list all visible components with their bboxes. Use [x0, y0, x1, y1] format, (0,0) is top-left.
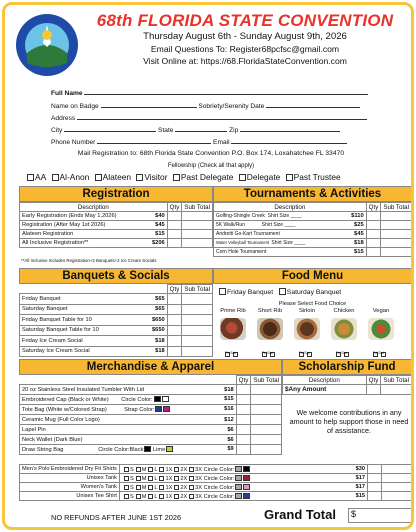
registration-heading: Registration — [19, 186, 213, 202]
col-qty: Qty — [366, 203, 381, 212]
subtotal-cell[interactable] — [182, 304, 213, 315]
gray-swatch[interactable] — [235, 475, 242, 481]
friday-checkbox[interactable] — [219, 288, 226, 295]
subtotal-cell[interactable] — [182, 239, 213, 248]
table-row: Friday Banquet $65 — [20, 294, 213, 305]
size-1x[interactable] — [159, 494, 164, 499]
banquet-choice: Friday Banquet Saturday Banquet — [219, 288, 341, 296]
table-row: Saturday Banquet $65 — [20, 304, 213, 315]
food-chicken-label: Chicken — [333, 308, 355, 314]
short-rib-fri-sat: Fri Sat — [262, 351, 273, 355]
full-name-label: Full Name — [51, 90, 83, 97]
subtotal-cell[interactable] — [182, 294, 213, 305]
tournaments-heading: Tournaments & Activities — [213, 186, 412, 202]
food-choice-label: Please Select Food Choice — [278, 301, 347, 307]
col-qty: Qty — [167, 285, 182, 294]
subtotal-cell[interactable] — [382, 465, 412, 474]
fellowship-past-delegate[interactable]: Past Delegate — [173, 172, 234, 182]
size-3x[interactable] — [189, 485, 194, 490]
subtotal-cell[interactable] — [182, 230, 213, 239]
checkbox[interactable] — [95, 174, 102, 181]
badge-label: Name on Badge — [51, 103, 99, 110]
state-field[interactable] — [175, 126, 227, 132]
table-row: Lapel Pin $6 — [20, 425, 282, 435]
prime-rib-image — [220, 318, 246, 340]
fellowship-alateen[interactable]: Alateen — [95, 172, 131, 182]
qty-cell[interactable] — [366, 230, 381, 239]
food-menu-heading: Food Menu — [213, 268, 412, 284]
convention-title: 68th FLORIDA STATE CONVENTION — [96, 11, 394, 30]
registration-form — [2, 2, 414, 530]
phone-row — [51, 138, 347, 147]
mail-registration-address: Mail Registration to: 68th Florida State Convention P.O. Box 174, Loxahatchee FL 33470 — [77, 150, 345, 157]
all-inclusive-note: **All Inclusive Includes Registration+2 Banquets+2 Ice Cream Socials — [21, 258, 157, 263]
registration-table — [19, 202, 213, 248]
vegan-image — [368, 318, 394, 340]
gray-swatch[interactable] — [235, 466, 242, 472]
table-row: Friday Banquet Table for 10 $650 — [20, 315, 213, 326]
banquets-heading: Banquets & Socials — [19, 268, 213, 284]
table-row: $Any Amount — [283, 385, 412, 395]
size-m[interactable] — [136, 467, 141, 472]
food-short-rib-label: Short Rib — [257, 308, 283, 314]
subtotal-cell[interactable] — [182, 325, 213, 336]
table-header — [20, 203, 213, 212]
fellowship-label: Fellowship (Check all that apply) — [167, 163, 255, 169]
subtotal-cell[interactable] — [381, 212, 412, 221]
qty-cell[interactable] — [167, 336, 182, 347]
size-1x[interactable] — [159, 485, 164, 490]
scholarship-heading: Scholarship Fund — [282, 359, 412, 375]
subtotal-cell[interactable] — [382, 483, 412, 492]
size-m[interactable] — [136, 494, 141, 499]
table-header — [214, 203, 412, 212]
chicken-image — [331, 318, 357, 340]
qty-cell[interactable] — [236, 425, 251, 435]
subtotal-cell[interactable] — [251, 405, 282, 415]
table-row: Registration (After May 1st 2026) $45 — [20, 221, 213, 230]
tournaments-table — [213, 202, 412, 257]
scholarship-table — [282, 375, 412, 395]
gray-swatch[interactable] — [235, 493, 242, 499]
size-options: S M L 1X 2X 3X Circle Color: $17 — [119, 483, 367, 492]
subtotal-cell[interactable] — [251, 435, 282, 445]
zip-label: Zip — [229, 127, 239, 134]
short-rib-image — [257, 318, 283, 340]
table-row: Embroidered Cap (Black or White) Circle Color: $15 — [20, 395, 282, 405]
fellowship-options — [27, 172, 344, 182]
phone-label: Phone Number — [51, 139, 96, 146]
size-options: S M L 1X 2X 3X Circle Color: $30 — [119, 465, 367, 474]
zip-field[interactable] — [240, 126, 340, 132]
contact-email[interactable]: Email Questions To: Register68pcfsc@gmail.com — [150, 44, 340, 54]
checkbox[interactable] — [27, 174, 34, 181]
table-row: Alateen Registration $15 — [20, 230, 213, 239]
website-link[interactable]: Visit Online at: https://68.FloridaStateConvention.com — [143, 56, 347, 66]
qty-cell[interactable] — [167, 294, 182, 305]
col-subtotal: Sub Total — [182, 203, 213, 212]
col-qty: Qty — [366, 376, 381, 385]
checkbox[interactable] — [239, 174, 246, 181]
table-row: Unisex Tee Shirt S M L 1X 2X 3X Circle Color: $15 — [20, 492, 412, 501]
table-row: Andretti Go-Kart Tournament $45 — [214, 230, 412, 239]
sirloin-image — [294, 318, 320, 340]
qty-cell[interactable] — [167, 230, 182, 239]
convention-dates: Thursday August 6th - Sunday August 9th, 2026 — [143, 31, 347, 42]
size-2x[interactable] — [174, 476, 179, 481]
col-description: Description — [283, 376, 367, 385]
size-2x[interactable] — [174, 494, 179, 499]
subtotal-cell[interactable] — [382, 474, 412, 483]
table-row: 20 oz Stainless Steel Insulated Tumbler With Lid $18 — [20, 385, 282, 395]
checkbox[interactable] — [286, 174, 293, 181]
gray-swatch[interactable] — [235, 484, 242, 490]
col-subtotal: Sub Total — [381, 203, 412, 212]
qty-cell[interactable] — [366, 248, 381, 257]
table-row: Women's Tank S M L 1X 2X 3X Circle Color: $17 — [20, 483, 412, 492]
subtotal-cell[interactable] — [381, 248, 412, 257]
qty-cell[interactable] — [236, 435, 251, 445]
subtotal-cell[interactable] — [182, 346, 213, 357]
black-swatch[interactable] — [243, 466, 250, 472]
table-row: 5K Walk/Run Shirt Size ____ $25 — [214, 221, 412, 230]
food-sirloin-label: Sirloin — [298, 308, 316, 314]
qty-cell[interactable] — [167, 221, 182, 230]
fellowship-visitor[interactable]: Visitor — [136, 172, 167, 182]
blue-swatch[interactable] — [243, 493, 250, 499]
col-description: Description — [20, 203, 168, 212]
table-row: Draw String Bag Circle Color:Black Lime $9 — [20, 445, 282, 455]
table-row: Neck Wallet (Dark Blue) $6 — [20, 435, 282, 445]
subtotal-cell[interactable] — [182, 336, 213, 347]
size-l[interactable] — [148, 494, 153, 499]
checkbox[interactable] — [136, 174, 143, 181]
checkbox[interactable] — [173, 174, 180, 181]
size-3x[interactable] — [189, 476, 194, 481]
black-swatch[interactable] — [144, 446, 151, 452]
table-row: Saturday Ice Cream Social $18 — [20, 346, 213, 357]
table-row: Water Volleyball Tournament Shirt Size ____ $18 — [214, 239, 412, 248]
subtotal-cell[interactable] — [251, 415, 282, 425]
city-label: City — [51, 127, 63, 134]
address-field[interactable] — [77, 114, 367, 120]
vegan-fri-sat: Fri Sat — [373, 351, 384, 355]
qty-cell[interactable] — [366, 239, 381, 248]
col-qty: Qty — [236, 376, 251, 385]
subtotal-cell[interactable] — [381, 221, 412, 230]
subtotal-cell[interactable] — [182, 315, 213, 326]
qty-cell[interactable] — [167, 239, 182, 248]
address-label: Address — [51, 115, 76, 122]
subtotal-cell[interactable] — [382, 492, 412, 501]
scholarship-description: We welcome contributions in any amount to help support those in need of assistance. — [289, 408, 409, 435]
table-row: Tote Bag (White w/Colored Strap) Strap Color: $16 — [20, 405, 282, 415]
table-row: Golfing-Shingle Creek Shirt Size ____ $110 — [214, 212, 412, 221]
prime-rib-fri-sat: Fri Sat — [225, 351, 236, 355]
table-row: Corn Hole Tournament $15 — [214, 248, 412, 257]
city-row — [51, 126, 340, 135]
food-vegan-label: Vegan — [372, 308, 390, 314]
qty-cell[interactable] — [366, 385, 381, 395]
qty-cell[interactable] — [236, 395, 251, 405]
white-swatch[interactable] — [162, 396, 169, 402]
table-header — [283, 376, 412, 385]
subtotal-cell[interactable] — [251, 425, 282, 435]
subtotal-cell[interactable] — [381, 230, 412, 239]
size-2x[interactable] — [174, 485, 179, 490]
qty-cell[interactable] — [167, 315, 182, 326]
col-subtotal: Sub Total — [251, 376, 282, 385]
size-m[interactable] — [136, 485, 141, 490]
blue-swatch[interactable] — [155, 406, 162, 412]
full-name-row — [51, 89, 368, 98]
size-l[interactable] — [148, 467, 153, 472]
state-label: State — [158, 127, 174, 134]
qty-cell[interactable] — [366, 212, 381, 221]
email-label: Email — [213, 139, 230, 146]
subtotal-cell[interactable] — [381, 239, 412, 248]
subtotal-cell[interactable] — [251, 395, 282, 405]
col-description: Description — [214, 203, 367, 212]
size-s[interactable] — [124, 476, 129, 481]
qty-cell[interactable] — [368, 465, 382, 474]
size-2x[interactable] — [174, 467, 179, 472]
size-m[interactable] — [136, 476, 141, 481]
sobriety-field[interactable] — [266, 102, 360, 108]
black-swatch[interactable] — [154, 396, 161, 402]
sirloin-fri-sat: Fri Sat — [299, 351, 310, 355]
col-subtotal: Sub Total — [381, 376, 412, 385]
no-refunds-notice: NO REFUNDS AFTER JUNE 1ST 2026 — [51, 513, 182, 522]
chicken-fri-sat: Fri Sat — [336, 351, 347, 355]
fellowship-aa[interactable]: AA — [27, 172, 46, 182]
email-field[interactable] — [231, 138, 347, 144]
magenta-swatch[interactable] — [163, 406, 170, 412]
badge-row — [51, 102, 360, 111]
size-s[interactable] — [124, 467, 129, 472]
qty-cell[interactable] — [236, 415, 251, 425]
banquets-table — [19, 284, 213, 357]
phone-field[interactable] — [97, 138, 211, 144]
qty-cell[interactable] — [236, 385, 251, 395]
size-s[interactable] — [124, 494, 129, 499]
size-options: S M L 1X 2X 3X Circle Color: $17 — [119, 474, 367, 483]
qty-cell[interactable] — [167, 304, 182, 315]
sobriety-label: Sobriety/Serenity Date — [198, 103, 265, 110]
qty-cell[interactable] — [167, 325, 182, 336]
subtotal-cell[interactable] — [251, 445, 282, 455]
size-l[interactable] — [148, 485, 153, 490]
table-row: All Inclusive Registration** $206 — [20, 239, 213, 248]
table-header — [20, 376, 282, 385]
qty-cell[interactable] — [167, 346, 182, 357]
table-header — [20, 285, 213, 294]
size-options: S M L 1X 2X 3X Circle Color: $15 — [119, 492, 367, 501]
size-s[interactable] — [124, 485, 129, 490]
address-row — [51, 114, 367, 123]
badge-field[interactable] — [101, 102, 197, 108]
convention-logo — [15, 13, 79, 77]
dollar-sign: $ — [351, 509, 357, 519]
size-3x[interactable] — [189, 494, 194, 499]
food-prime-rib-label: Prime Rib — [220, 308, 246, 314]
subtotal-cell[interactable] — [251, 385, 282, 395]
table-row: Men's Polo Embroidered Dry Fit Shirts S M L 1X 2X 3X Circle Color: $30 — [20, 465, 412, 474]
lime-swatch[interactable] — [166, 446, 173, 452]
table-row: Ceramic Mug (Full Color Logo) $12 — [20, 415, 282, 425]
table-row: Early Registration (Ends May 1,2026) $40 — [20, 212, 213, 221]
size-3x[interactable] — [189, 467, 194, 472]
col-qty: Qty — [167, 203, 182, 212]
qty-cell[interactable] — [236, 445, 251, 455]
size-1x[interactable] — [159, 476, 164, 481]
city-field[interactable] — [64, 126, 156, 132]
full-name-field[interactable] — [84, 89, 368, 95]
qty-cell[interactable] — [368, 492, 382, 501]
saturday-checkbox[interactable] — [279, 288, 286, 295]
qty-cell[interactable] — [236, 405, 251, 415]
table-row: Unisex Tank S M L 1X 2X 3X Circle Color: $17 — [20, 474, 412, 483]
grand-total-label: Grand Total — [264, 507, 336, 522]
table-row: Saturday Banquet Table for 10 $650 — [20, 325, 213, 336]
qty-cell[interactable] — [368, 483, 382, 492]
subtotal-cell[interactable] — [381, 385, 412, 395]
qty-cell[interactable] — [366, 221, 381, 230]
merchandise-table — [19, 375, 282, 455]
table-row: Friday Ice Cream Social $18 — [20, 336, 213, 347]
merchandise-heading: Merchandise & Apparel — [19, 359, 282, 375]
qty-cell[interactable] — [167, 212, 182, 221]
maroon-swatch[interactable] — [243, 475, 250, 481]
col-subtotal: Sub Total — [182, 285, 213, 294]
size-l[interactable] — [148, 476, 153, 481]
subtotal-cell[interactable] — [182, 212, 213, 221]
pink-swatch[interactable] — [243, 484, 250, 490]
shirts-table — [19, 464, 412, 501]
fellowship-delegate[interactable]: Delegate — [239, 172, 281, 182]
qty-cell[interactable] — [368, 474, 382, 483]
fellowship-past-trustee[interactable]: Past Trustee — [286, 172, 341, 182]
size-1x[interactable] — [159, 467, 164, 472]
subtotal-cell[interactable] — [182, 221, 213, 230]
grand-total-field[interactable] — [348, 508, 412, 523]
checkbox[interactable] — [52, 174, 59, 181]
fellowship-alanon[interactable]: Al-Anon — [52, 172, 90, 182]
